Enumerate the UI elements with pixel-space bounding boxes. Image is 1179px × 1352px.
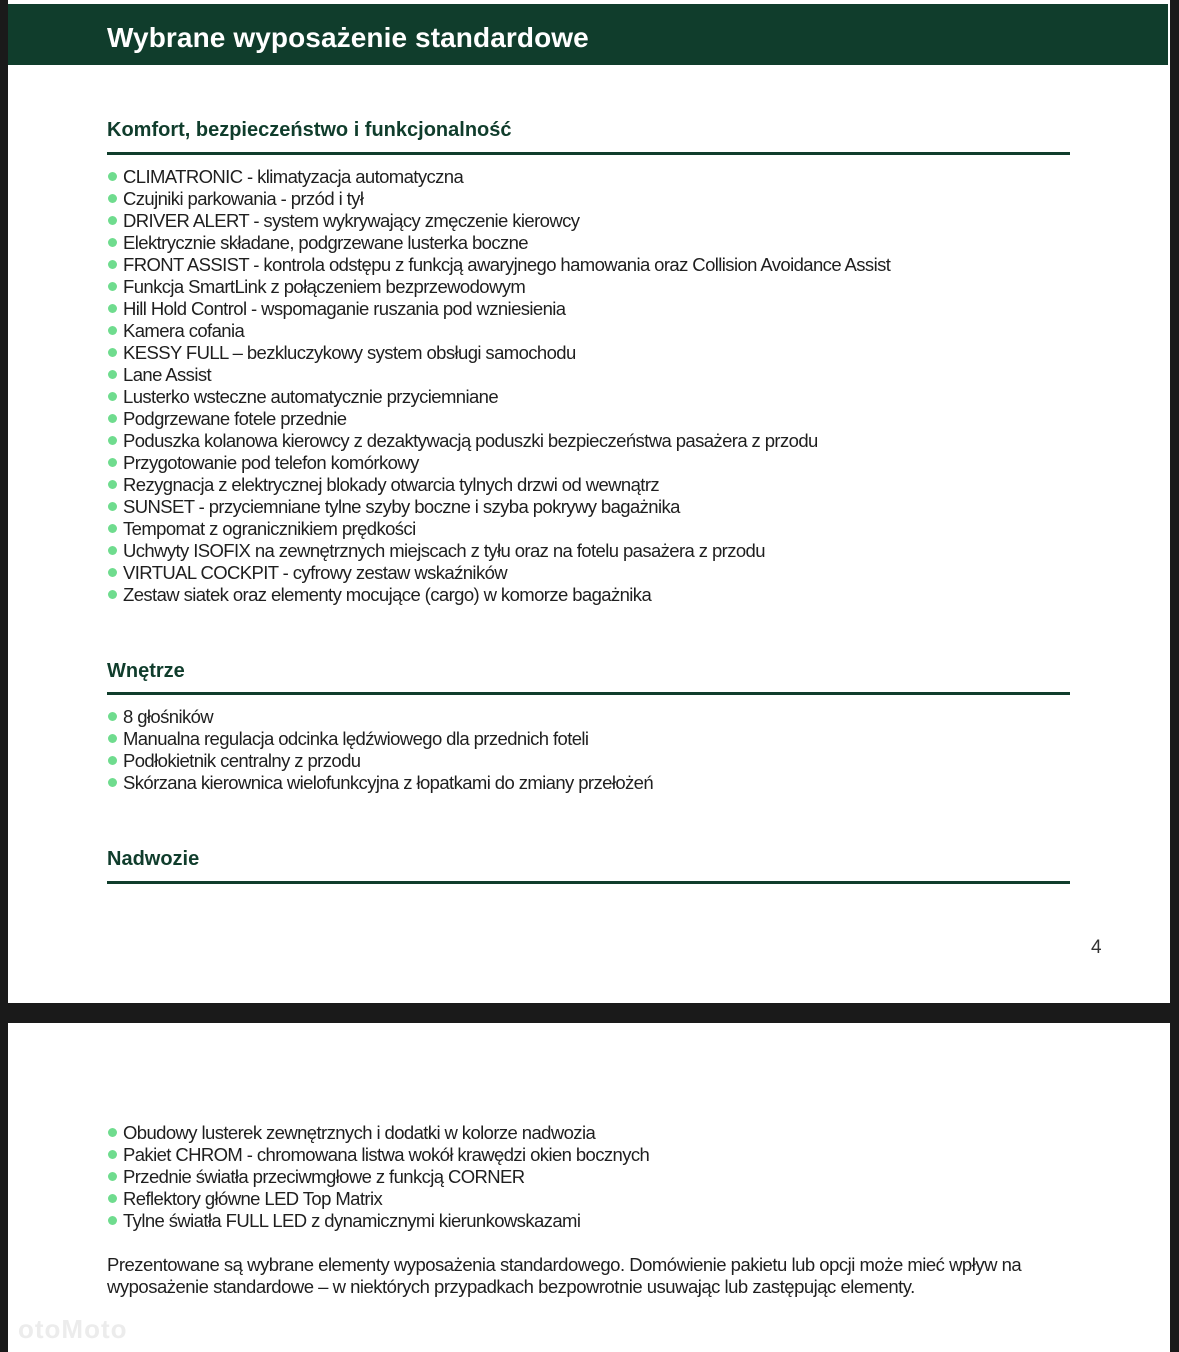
list-item-text: Obudowy lusterek zewnętrznych i dodatki w kolorze nadwozia [123, 1122, 596, 1143]
list-item [107, 1210, 649, 1232]
list-item-text: KESSY FULL – bezkluczykowy system obsługi samochodu [123, 342, 576, 363]
bullet-icon [108, 304, 117, 313]
list-item [107, 430, 890, 452]
list-item [107, 562, 890, 584]
bullet-icon [108, 1128, 117, 1137]
list-item-text: SUNSET - przyciemniane tylne szyby boczne i szyba pokrywy bagażnika [123, 496, 680, 517]
bullet-icon [108, 348, 117, 357]
bullet-icon [108, 326, 117, 335]
section-title-nadwozie: Nadwozie [107, 848, 200, 870]
list-item-text: Elektrycznie składane, podgrzewane lusterka boczne [123, 232, 528, 253]
list-item-text: Podłokietnik centralny z przodu [123, 750, 361, 771]
list-item-text: Manualna regulacja odcinka lędźwiowego dla przednich foteli [123, 728, 589, 749]
list-item [107, 518, 890, 540]
list-item [107, 750, 653, 772]
bullet-icon [108, 282, 117, 291]
list-item [107, 1166, 649, 1188]
list-item-text: Funkcja SmartLink z połączeniem bezprzewodowym [123, 276, 526, 297]
list-item-text: Reflektory główne LED Top Matrix [123, 1188, 383, 1209]
bullet-icon [108, 502, 117, 511]
list-item-text: Rezygnacja z elektrycznej blokady otwarcia tylnych drzwi od wewnątrz [123, 474, 660, 495]
bullet-icon [108, 194, 117, 203]
list-item [107, 408, 890, 430]
list-item [107, 210, 890, 232]
list-item-text: Pakiet CHROM - chromowana listwa wokół krawędzi okien bocznych [123, 1144, 650, 1165]
list-nadwozie [107, 1122, 649, 1232]
list-item [107, 1188, 649, 1210]
list-item-text: CLIMATRONIC - klimatyzacja automatyczna [123, 166, 464, 187]
bullet-icon [108, 756, 117, 765]
list-item-text: DRIVER ALERT - system wykrywający zmęczenie kierowcy [123, 210, 580, 231]
list-item [107, 386, 890, 408]
bullet-icon [108, 590, 117, 599]
list-item-text: Kamera cofania [123, 320, 245, 341]
bullet-icon [108, 734, 117, 743]
bullet-icon [108, 260, 117, 269]
list-item-text: Zestaw siatek oraz elementy mocujące (cargo) w komorze bagażnika [123, 584, 652, 605]
list-item [107, 188, 890, 210]
list-item [107, 452, 890, 474]
bullet-icon [108, 568, 117, 577]
list-item [107, 1144, 649, 1166]
list-item-text: Tylne światła FULL LED z dynamicznymi kierunkowskazami [123, 1210, 581, 1231]
list-item [107, 276, 890, 298]
bullet-icon [108, 778, 117, 787]
bullet-icon [108, 524, 117, 533]
section-divider [107, 152, 1070, 155]
list-item-text: Podgrzewane fotele przednie [123, 408, 347, 429]
section-divider [107, 881, 1070, 884]
list-item [107, 772, 653, 794]
list-item-text: Przygotowanie pod telefon komórkowy [123, 452, 419, 473]
header-band [8, 4, 1168, 65]
bullet-icon [108, 1172, 117, 1181]
bullet-icon [108, 546, 117, 555]
section-title-wnetrze: Wnętrze [107, 660, 185, 682]
list-item-text: Czujniki parkowania - przód i tył [123, 188, 364, 209]
list-item [107, 706, 653, 728]
list-item [107, 364, 890, 386]
page-number: 4 [1091, 937, 1102, 958]
bullet-icon [108, 1194, 117, 1203]
bullet-icon [108, 238, 117, 247]
section-divider [107, 692, 1070, 695]
document-page-1 [8, 0, 1170, 1003]
list-item [107, 232, 890, 254]
bullet-icon [108, 1216, 117, 1225]
list-item-text: Uchwyty ISOFIX na zewnętrznych miejscach z tyłu oraz na fotelu pasażera z przodu [123, 540, 765, 561]
list-item-text: VIRTUAL COCKPIT - cyfrowy zestaw wskaźników [123, 562, 508, 583]
bullet-icon [108, 172, 117, 181]
list-item [107, 320, 890, 342]
list-item [107, 474, 890, 496]
disclaimer-text: Prezentowane są wybrane elementy wyposażenia standardowego. Domówienie pakietu lub opcji może mieć wpływ na wyposażenie standardowe – w niektórych przypadkach bezpowrotnie usuwając lub zastępując elementy. [107, 1254, 1022, 1297]
list-item-text: Tempomat z ogranicznikiem prędkości [123, 518, 416, 539]
document-page-2 [8, 1023, 1170, 1352]
list-item [107, 496, 890, 518]
list-item [107, 1122, 649, 1144]
watermark: otoMoto [18, 1314, 128, 1344]
list-item [107, 540, 890, 562]
list-item [107, 254, 890, 276]
bullet-icon [108, 392, 117, 401]
list-item-text: FRONT ASSIST - kontrola odstępu z funkcją awaryjnego hamowania oraz Collision Avoidance Assist [123, 254, 891, 275]
section-title-komfort: Komfort, bezpieczeństwo i funkcjonalność [107, 119, 512, 141]
bullet-icon [108, 712, 117, 721]
bullet-icon [108, 480, 117, 489]
list-item [107, 584, 890, 606]
list-item [107, 298, 890, 320]
bullet-icon [108, 414, 117, 423]
list-item-text: Lane Assist [123, 364, 212, 385]
list-wnetrze [107, 706, 653, 794]
list-item-text: 8 głośników [123, 706, 214, 727]
list-komfort [107, 166, 890, 606]
list-item-text: Skórzana kierownica wielofunkcyjna z łopatkami do zmiany przełożeń [123, 772, 654, 793]
list-item-text: Lusterko wsteczne automatycznie przyciemniane [123, 386, 499, 407]
list-item [107, 728, 653, 750]
bullet-icon [108, 1150, 117, 1159]
list-item-text: Poduszka kolanowa kierowcy z dezaktywacją poduszki bezpieczeństwa pasażera z przodu [123, 430, 818, 451]
list-item [107, 342, 890, 364]
bullet-icon [108, 436, 117, 445]
list-item-text: Przednie światła przeciwmgłowe z funkcją CORNER [123, 1166, 525, 1187]
page-title: Wybrane wyposażenie standardowe [107, 22, 589, 53]
list-item-text: Hill Hold Control - wspomaganie ruszania pod wzniesienia [123, 298, 566, 319]
bullet-icon [108, 458, 117, 467]
bullet-icon [108, 370, 117, 379]
bullet-icon [108, 216, 117, 225]
list-item [107, 166, 890, 188]
